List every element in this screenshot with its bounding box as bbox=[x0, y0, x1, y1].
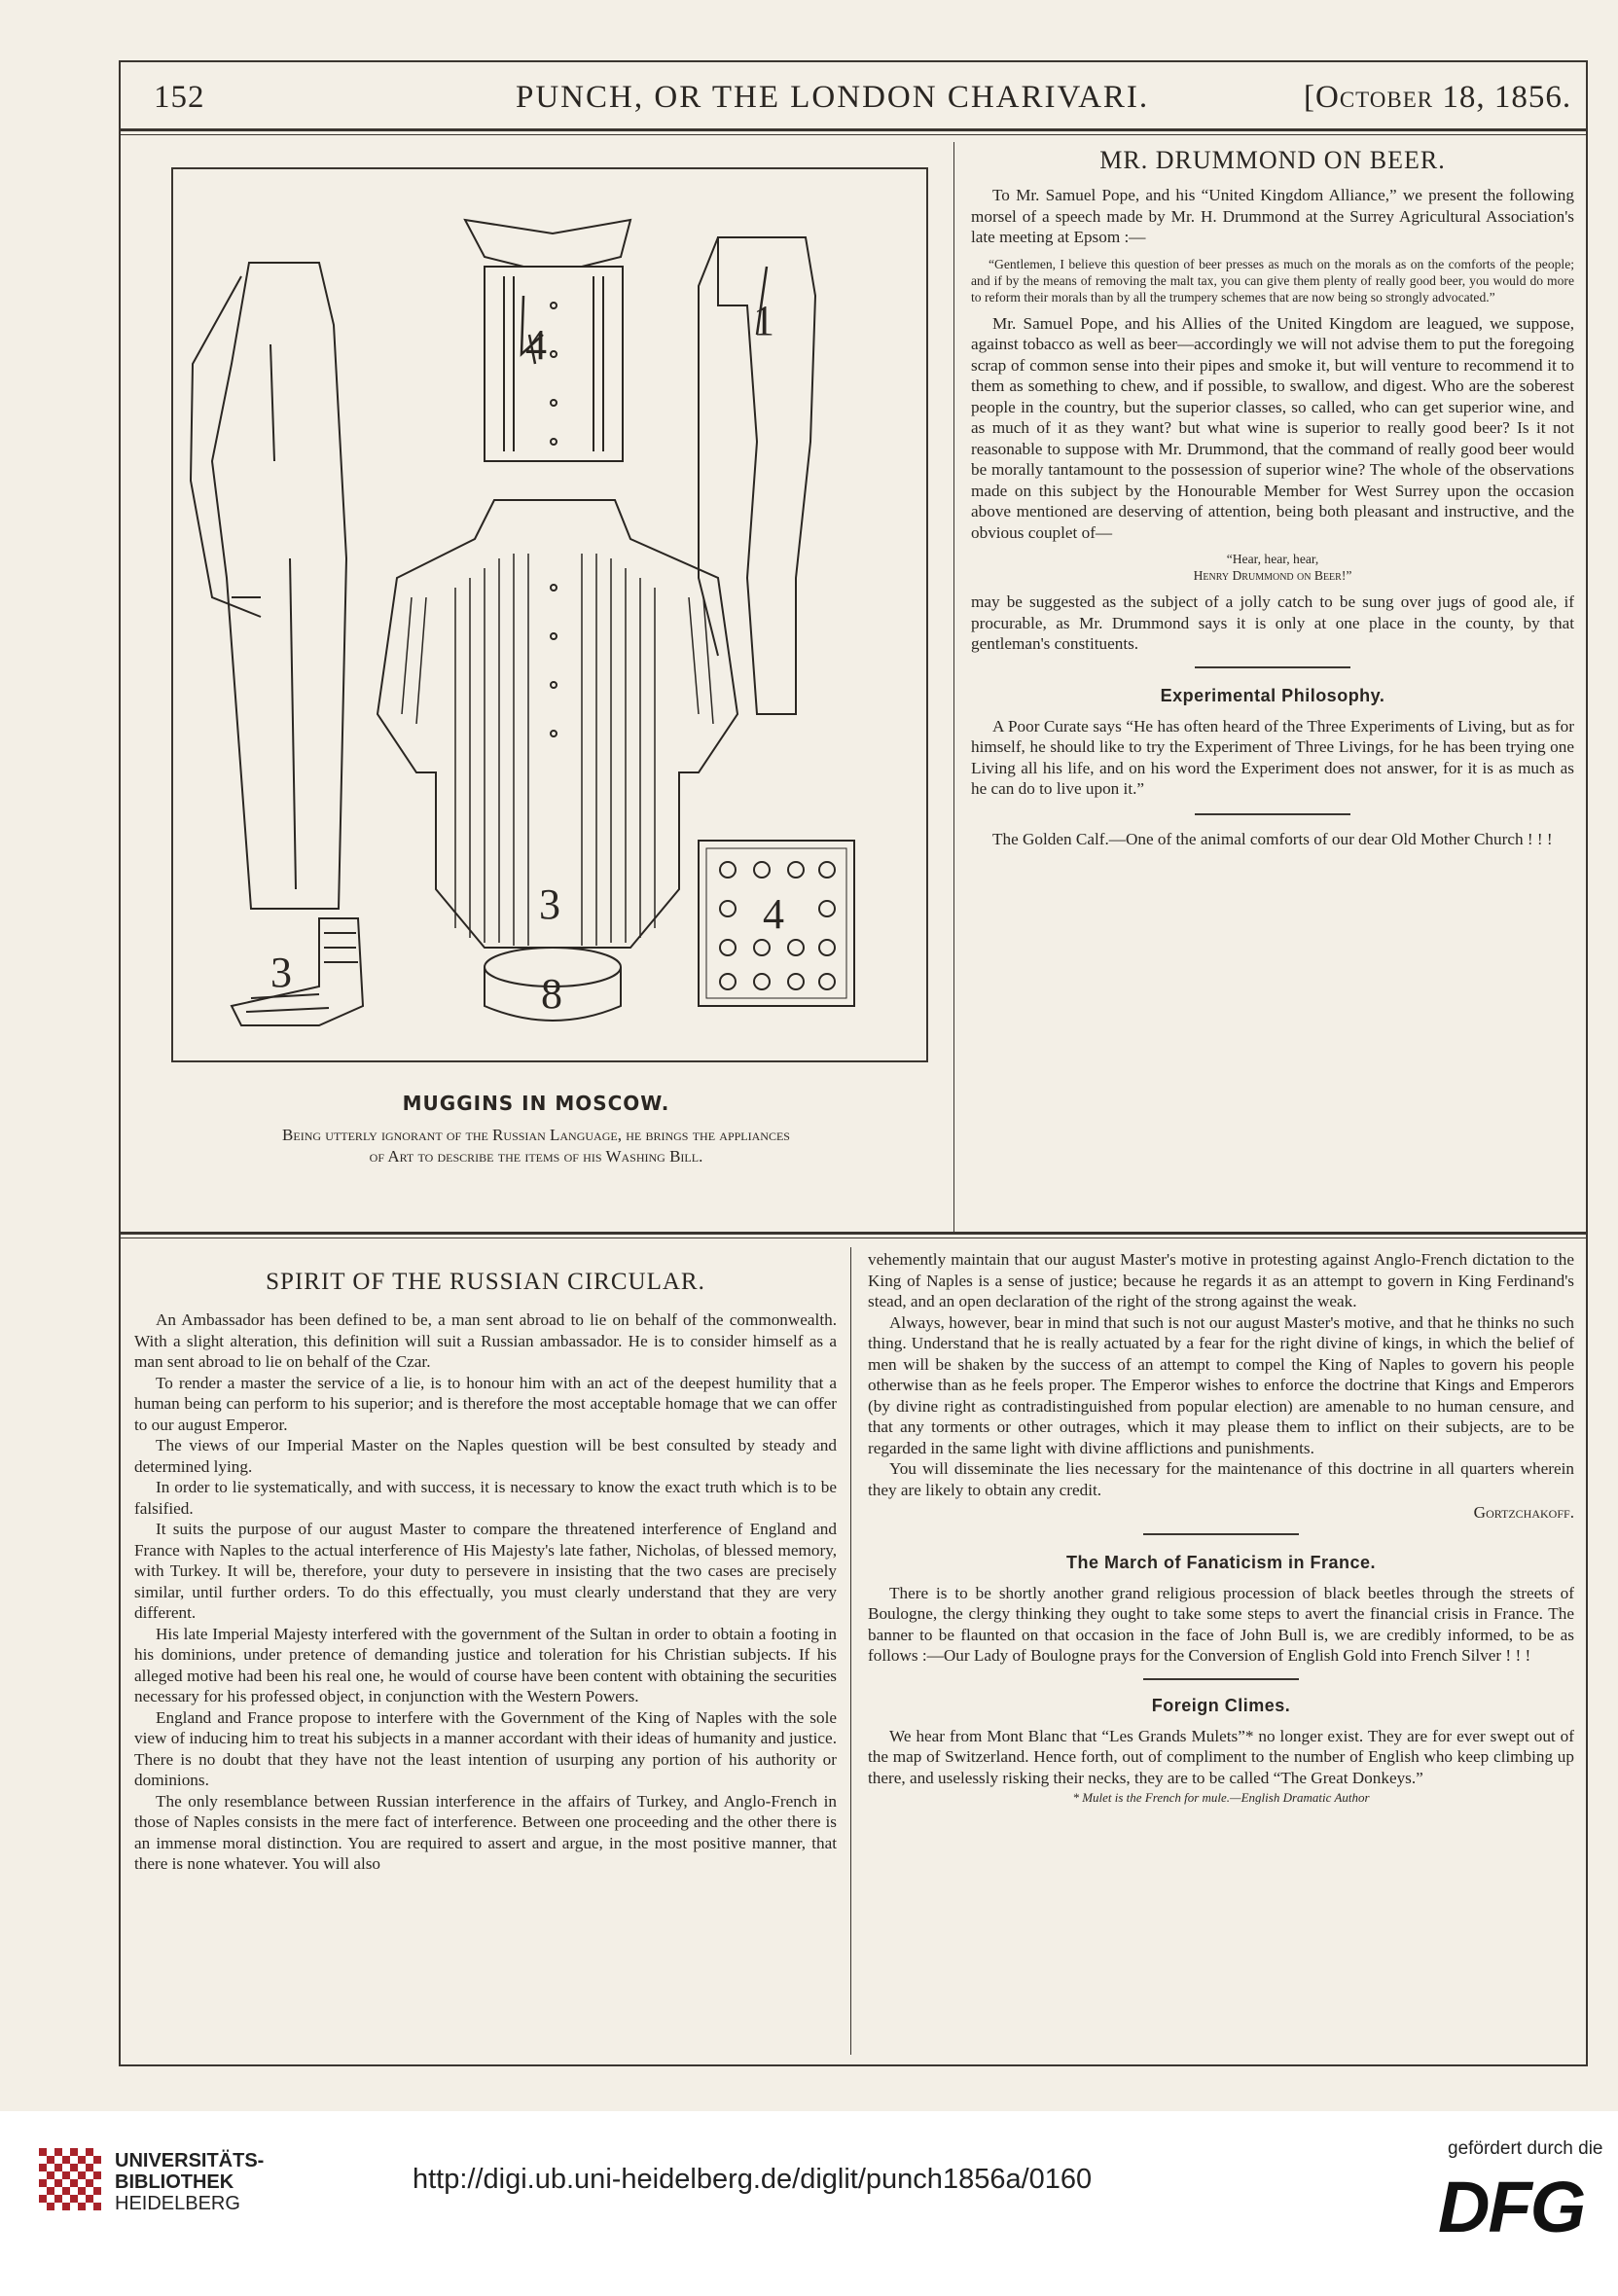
illustration-label: 3 bbox=[270, 949, 292, 996]
experimental-title: Experimental Philosophy. bbox=[1160, 685, 1385, 705]
paragraph: may be suggested as the subject of a jolly catch to be sung over jugs of good ale, if procurable, as Mr. Drummond says it is only at one place in the county, by that gentleman's constituents. bbox=[971, 592, 1574, 653]
page-header bbox=[119, 74, 1588, 123]
paragraph: England and France propose to interfere with the Government of the King of Naples with the sole view of inducing him to treat his subjects in a manner accordant with their ideas of humanity and justice. There is no doubt that they have not the least intention of usurping any portion of his authority or dominions. bbox=[134, 1707, 837, 1789]
drummond-title: MR. DRUMMOND ON BEER. bbox=[1099, 146, 1446, 174]
illustration-label: 8 bbox=[541, 970, 562, 1018]
couplet bbox=[971, 551, 1574, 584]
right-border bbox=[1586, 60, 1588, 2066]
illustration-frame bbox=[171, 167, 928, 1062]
circular-column-left bbox=[134, 1249, 837, 1875]
paragraph: Always, however, bear in mind that such is not our august Master's motive, and that he thinks no such thing. Understand that he is really actuated by a fear for the right divine of kings, in which the belief of men will be shaken by the success of an attempt to compel the King of Naples to govern his people otherwise than as he feels proper. The Emperor wishes to enforce the doctrine that Kings and Emperors (by divine right as contradistinguished from popular election) are amenable to no human censure, and that any torments or other outrages, which it may please them to inflict on their subjects, are to be regarded in the same light with divine afflictions and punishments. bbox=[868, 1312, 1574, 1457]
funding-note: gefördert durch die bbox=[1448, 2138, 1603, 2159]
illustration-title: MUGGINS IN MOSCOW. bbox=[402, 1092, 670, 1115]
top-border bbox=[119, 60, 1588, 62]
illustration-caption bbox=[119, 1125, 953, 1167]
paragraph: His late Imperial Majesty interfered with the government of the Sultan in order to obtain a footing in his dominions, under pretence of demanding justice and toleration for his Christian subjects. If his alleged motive had been his real one, he would of course have been content with obtaining the securities necessary for his professed object, in conjunction with the Western Powers. bbox=[134, 1624, 837, 1705]
caption-line: Being utterly ignorant of the Russian Language, he brings the appliances bbox=[282, 1126, 790, 1144]
library-name bbox=[115, 2150, 264, 2214]
couplet-line: Henry Drummond on Beer!” bbox=[1193, 568, 1352, 583]
foreign-article bbox=[868, 1726, 1574, 1789]
nightshirt-drawing bbox=[191, 263, 346, 909]
paragraph: vehemently maintain that our august Master's motive in protesting against Anglo-French dictation to the King of Naples is a sense of justice; because he regards it as an attempt to govern in King Ferdinand's stead, and an open declaration of the right of the strong against the weak. bbox=[868, 1250, 1574, 1310]
fanaticism-article bbox=[868, 1583, 1574, 1667]
circular-column-right bbox=[868, 1249, 1574, 1806]
circular-signature: Gortzchakoff. bbox=[1473, 1503, 1574, 1522]
section-divider bbox=[1143, 1533, 1299, 1535]
header-rule-thin bbox=[119, 134, 1588, 135]
newspaper-page bbox=[119, 60, 1588, 2082]
paragraph: It suits the purpose of our august Master to compare the threatened interference of England and France with Naples to the actual interference of His Majesty's late father, Nicholas, of blessed memory, with Turkey. It will be, therefore, your duty to persevere in insisting that the two cases are precisely similar, until further orders. To do this effectually, you must clearly understand that they are very different. bbox=[134, 1520, 837, 1622]
drummond-article bbox=[971, 185, 1574, 655]
drummond-column bbox=[971, 146, 1574, 849]
fanaticism-title: The March of Fanaticism in France. bbox=[1065, 1552, 1377, 1572]
paragraph: The views of our Imperial Master on the Naples question will be best consulted by steady and determined lying. bbox=[134, 1436, 837, 1476]
illustration-label: 4 bbox=[525, 321, 547, 369]
footnote: * Mulet is the French for mule.—English Dramatic Author bbox=[1072, 1790, 1370, 1805]
paragraph: To render a master the service of a lie, is to honour him with an act of the deepest humility that a human being can perform to his superior; and is therefore the most acceptable homage that we can offer to our august Emperor. bbox=[134, 1373, 837, 1434]
foreign-title: Foreign Climes. bbox=[1151, 1695, 1291, 1715]
library-name-line: HEIDELBERG bbox=[115, 2193, 240, 2214]
masthead-title: PUNCH, OR THE LONDON CHARIVARI. bbox=[516, 80, 1150, 115]
paragraph: In order to lie systematically, and with success, it is necessary to know the exact truth which is to be falsified. bbox=[134, 1478, 837, 1518]
lower-column-divider bbox=[850, 1247, 851, 2055]
library-name-line: UNIVERSITÄTS- bbox=[115, 2150, 265, 2171]
section-divider bbox=[1143, 1678, 1299, 1680]
paragraph: An Ambassador has been defined to be, a man sent abroad to lie on behalf of the commonwealth. With a slight alteration, this definition will suit a Russian ambassador. He is to consider himself as a man sent abroad to lie on behalf of the Czar. bbox=[134, 1310, 837, 1371]
page-number: 152 bbox=[154, 80, 205, 115]
issue-date: [October 18, 1856. bbox=[1304, 80, 1572, 115]
section-divider bbox=[1195, 813, 1350, 815]
permalink-url[interactable]: http://digi.ub.uni-heidelberg.de/diglit/punch1856a/0160 bbox=[413, 2164, 1093, 2195]
quote-text: “Gentlemen, I believe this question of beer presses as much on the morals as on the comforts of the people; and if by the means of removing the malt tax, you can give them plenty of really good beer, you would do more to reform their morals than by all the trumpery schemes that are now being so strongly advocated.” bbox=[971, 256, 1574, 305]
paragraph: Mr. Samuel Pope, and his Allies of the United Kingdom are leagued, we suppose, against tobacco as well as beer—accordingly we will not advise them to put the foregoing scrap of common sense into their pipes and smoke it, but will venture to recommend it to them as something to chew, and if possible, to swallow, and digest. Who are the soberest people in the country, but the superior classes, so called, who can get superior wine, and as much of it as they want? but what wine is superior to really good beer? Is it not reasonable to suppose with Mr. Drummond, that the command of really good beer would be morally tantamount to the possession of superior wine? The whole of the observations made on this subject by the Honourable Member for West Surrey upon the occasion above mentioned are deserving of attention, being both pleasant and instructive, and the obvious couplet of— bbox=[971, 313, 1574, 542]
header-rule bbox=[119, 128, 1588, 131]
paragraph: There is to be shortly another grand religious procession of black beetles through the streets of Boulogne, the clergy thinking they ought to take some steps to avert the financial crisis in France. The banner to be flaunted on that occasion in the face of John Bull is, we are credibly informed, to be as follows :—Our Lady of Boulogne prays for the Conversion of English Gold into French Silver ! ! ! bbox=[868, 1583, 1574, 1665]
paragraph: The Golden Calf.—One of the animal comforts of our dear Old Mother Church ! ! ! bbox=[992, 829, 1553, 848]
couplet-line: “Hear, hear, hear, bbox=[1226, 552, 1319, 566]
washing-bill-illustration bbox=[173, 169, 926, 1060]
section-divider bbox=[1195, 666, 1350, 668]
upper-column-divider bbox=[953, 142, 954, 1232]
illustration-label: 1 bbox=[753, 297, 774, 344]
illustration-label: 4 bbox=[763, 890, 784, 938]
paragraph: A Poor Curate says “He has often heard of the Three Experiments of Living, but as for himself, he should like to try the Experiment of Three Livings, for he has been trying one Living all his life, and on his word the Experiment does not answer, for it is as much as he can do to live upon it.” bbox=[971, 716, 1574, 798]
paragraph: We hear from Mont Blanc that “Les Grands Mulets”* no longer exist. They are for ever swept out of the map of Switzerland. Hence forth, out of compliment to the number of English who keep climbing up there, and uselessly risking their necks, they are to be called “The Great Donkeys.” bbox=[868, 1726, 1574, 1787]
golden-calf-article bbox=[971, 829, 1574, 850]
dfg-logo: DFG bbox=[1438, 2167, 1585, 2247]
section-rule bbox=[119, 1232, 1588, 1235]
paragraph: To Mr. Samuel Pope, and his “United Kingdom Alliance,” we present the following morsel of a speech made by Mr. H. Drummond at the Surrey Agricultural Association's late meeting at Epsom :— bbox=[971, 186, 1574, 246]
library-name-line: BIBLIOTHEK bbox=[115, 2171, 234, 2193]
left-border bbox=[119, 60, 121, 2066]
socks-drawing bbox=[232, 918, 363, 1025]
experimental-article bbox=[971, 716, 1574, 800]
paragraph: The only resemblance between Russian interference in the affairs of Turkey, and Anglo-French in those of Naples consists in the mere fact of interference. Between one proceeding and the other there is an immense moral distinction. You are required to assert and argue, in the most positive manner, that there is none whatever. You will also bbox=[134, 1791, 837, 1873]
circular-continuation bbox=[868, 1249, 1574, 1524]
circular-article bbox=[134, 1309, 837, 1875]
bottom-rule bbox=[119, 2064, 1588, 2066]
digital-library-footer bbox=[0, 2111, 1618, 2296]
shirt-front-drawing bbox=[465, 220, 630, 461]
illustration-label: 3 bbox=[539, 880, 560, 928]
library-logo-icon bbox=[39, 2148, 101, 2210]
paragraph: You will disseminate the lies necessary for the maintenance of this doctrine in all quarters wherein they are likely to obtain any credit. bbox=[868, 1459, 1574, 1499]
circular-title: SPIRIT OF THE RUSSIAN CIRCULAR. bbox=[266, 1269, 705, 1295]
speech-quote bbox=[971, 256, 1574, 305]
caption-line: of Art to describe the items of his Washing Bill. bbox=[369, 1147, 703, 1166]
